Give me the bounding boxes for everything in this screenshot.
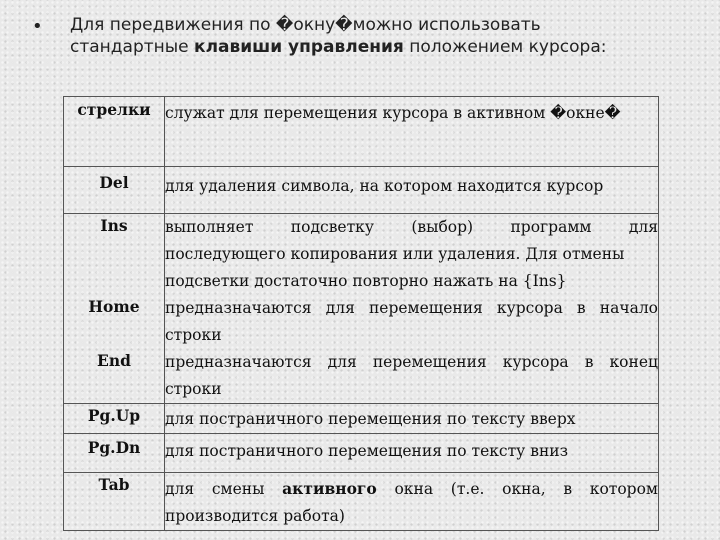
intro-line-1: Для передвижения по �окну�можно использовать [70, 15, 541, 35]
key-cell: стрелки [64, 97, 165, 167]
keys-table [63, 96, 659, 531]
desc-cell: для постраничного перемещения по тексту вниз [165, 434, 659, 473]
desc-line: строки [165, 326, 222, 344]
desc-line: строки [165, 380, 222, 398]
desc-line: производится работа) [165, 507, 345, 525]
key-end: End [97, 351, 131, 370]
desc-cell [165, 473, 659, 531]
key-cell: Tab [64, 473, 165, 531]
desc-line: предназначаются для перемещения курсора в начало [165, 299, 658, 317]
desc-cell: для удаления символа, на котором находится курсор [165, 167, 659, 214]
desc-line: для смены активного окна (т.е. окна, в котором [165, 479, 658, 498]
desc-cell: для постраничного перемещения по тексту вверх [165, 404, 659, 434]
intro-line-2: стандартные клавиши управления положением курсора: [70, 37, 607, 57]
desc-cell-group [165, 214, 659, 404]
key-cell-group [64, 214, 165, 404]
table-row [64, 167, 659, 214]
table-row [64, 97, 659, 167]
table-row [64, 473, 659, 531]
table-row [64, 434, 659, 473]
key-cell: Pg.Up [64, 404, 165, 434]
desc-line: подсветки достаточно повторно нажать на {Ins} [165, 272, 567, 290]
bullet-icon: • [32, 16, 43, 37]
key-home: Home [88, 297, 140, 316]
key-cell: Pg.Dn [64, 434, 165, 473]
desc-line: выполняет подсветку (выбор) программ для [165, 218, 658, 236]
intro-bullet [32, 14, 692, 58]
desc-bold: активного [282, 479, 377, 498]
desc-line: последующего копирования или удаления. Для отмены [165, 245, 625, 263]
key-cell: Del [64, 167, 165, 214]
table-row-group [64, 214, 659, 404]
intro-bold: клавиши управления [194, 37, 404, 57]
intro-text [70, 14, 692, 58]
table-row [64, 404, 659, 434]
key-ins: Ins [100, 216, 128, 235]
desc-line: предназначаются для перемещения курсора в конец [165, 353, 658, 371]
desc-cell: служат для перемещения курсора в активном �окне� [165, 97, 659, 167]
